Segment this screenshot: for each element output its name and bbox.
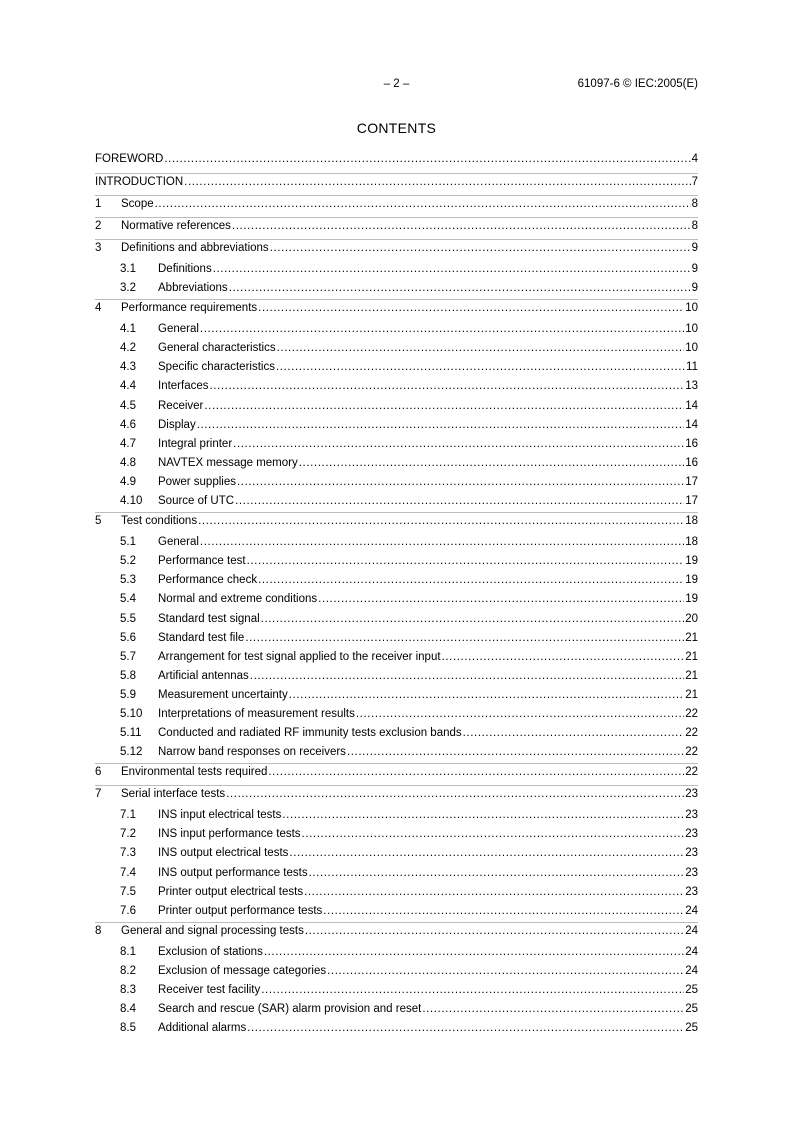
toc-entry-page: 25 xyxy=(685,984,698,996)
toc-entry-page: 9 xyxy=(691,242,698,254)
toc-dot-leader xyxy=(164,151,690,167)
toc-entry-page: 9 xyxy=(691,263,698,275)
toc-entry-title: INS input performance tests xyxy=(158,828,301,841)
toc-entry-page: 25 xyxy=(685,1003,698,1016)
page-header xyxy=(95,78,698,94)
contents-title: CONTENTS xyxy=(356,120,437,136)
toc-entry[interactable] xyxy=(95,865,698,884)
toc-entry[interactable] xyxy=(95,378,698,397)
toc-entry-title: Abbreviations xyxy=(158,282,228,295)
toc-entry-title: Test conditions xyxy=(121,515,198,528)
toc-entry-number: 5.11 xyxy=(120,727,142,740)
toc-dot-leader xyxy=(197,417,684,433)
toc-entry-number: 6 xyxy=(95,766,102,779)
toc-entry-page: 16 xyxy=(685,456,698,469)
toc-dot-leader xyxy=(268,764,684,780)
toc-entry-number: 5.8 xyxy=(120,669,136,682)
toc-entry[interactable] xyxy=(95,922,698,944)
toc-entry-page: 13 xyxy=(685,380,698,393)
toc-entry-number: 8.3 xyxy=(120,984,136,996)
toc-entry-title: Exclusion of stations xyxy=(158,945,263,958)
toc-entry-number: 7.5 xyxy=(120,885,136,898)
toc-dot-leader xyxy=(463,725,685,741)
toc-entry-page: 22 xyxy=(685,746,698,759)
toc-entry-title: Scope xyxy=(121,198,154,210)
toc-entry-page: 4 xyxy=(691,153,698,165)
toc-entry-number: 4.6 xyxy=(120,418,136,431)
toc-entry-page: 9 xyxy=(691,282,698,295)
toc-entry-number: 7.4 xyxy=(120,866,136,879)
toc-entry-title: Conducted and radiated RF immunity tests exclusion bands xyxy=(158,727,462,740)
toc-entry-page: 20 xyxy=(685,612,698,625)
toc-entry-page: 7 xyxy=(691,176,698,188)
toc-entry-page: 24 xyxy=(685,904,698,917)
toc-entry-page: 22 xyxy=(685,766,698,779)
toc-entry[interactable] xyxy=(95,572,698,591)
toc-entry[interactable] xyxy=(95,321,698,340)
toc-dot-leader xyxy=(304,884,684,900)
toc-entry-title: Source of UTC xyxy=(158,495,235,508)
toc-dot-leader xyxy=(289,845,684,861)
toc-dot-leader xyxy=(200,534,684,550)
toc-dot-leader xyxy=(204,398,684,414)
toc-entry-number: 8.5 xyxy=(120,1022,136,1035)
toc-entry[interactable] xyxy=(95,668,698,687)
toc-dot-leader xyxy=(210,378,685,394)
toc-dot-leader xyxy=(289,687,684,703)
toc-entry[interactable] xyxy=(95,398,698,417)
toc-entry[interactable] xyxy=(95,512,698,534)
toc-dot-leader xyxy=(232,218,691,234)
toc-entry-page: 24 xyxy=(685,924,698,937)
toc-entry[interactable] xyxy=(95,436,698,455)
toc-entry-number: 5.10 xyxy=(120,707,143,720)
toc-entry-number: 5.12 xyxy=(120,746,143,759)
toc-dot-leader xyxy=(233,436,684,452)
toc-entry-number: 4.1 xyxy=(120,323,136,336)
toc-entry[interactable] xyxy=(95,591,698,610)
toc-entry[interactable] xyxy=(95,261,698,280)
toc-entry-page: 14 xyxy=(685,418,698,431)
toc-entry-title: INS input electrical tests xyxy=(158,809,282,822)
toc-dot-leader xyxy=(270,240,691,256)
toc-entry-page: 23 xyxy=(685,828,698,841)
toc-entry[interactable] xyxy=(95,649,698,668)
toc-entry[interactable] xyxy=(95,807,698,826)
toc-entry[interactable] xyxy=(95,687,698,706)
toc-entry-number: 7 xyxy=(95,788,102,801)
toc-entry-title: Artificial antennas xyxy=(158,669,249,682)
toc-entry-page: 24 xyxy=(685,945,698,958)
toc-entry[interactable] xyxy=(95,299,698,321)
toc-dot-leader xyxy=(327,963,684,979)
toc-entry-title: Definitions xyxy=(158,263,212,275)
toc-entry[interactable] xyxy=(95,963,698,982)
toc-dot-leader xyxy=(200,321,684,337)
toc-entry-title: Printer output electrical tests xyxy=(158,885,304,898)
toc-entry[interactable] xyxy=(95,785,698,807)
toc-dot-leader xyxy=(155,196,691,212)
toc-entry[interactable] xyxy=(95,340,698,359)
toc-dot-leader xyxy=(318,591,684,607)
toc-entry-number: 5.1 xyxy=(120,536,136,549)
toc-entry-number: 4.3 xyxy=(120,361,136,374)
toc-entry-number: 5.5 xyxy=(120,612,136,625)
toc-dot-leader xyxy=(261,611,685,627)
toc-entry-number: 5.6 xyxy=(120,631,136,644)
toc-dot-leader xyxy=(258,300,684,316)
toc-entry-number: 7.2 xyxy=(120,828,136,841)
toc-entry-page: 19 xyxy=(685,574,698,587)
toc-entry-title: Exclusion of message categories xyxy=(158,964,327,977)
toc-entry-title: Performance test xyxy=(158,555,246,568)
toc-entry-title: Measurement uncertainty xyxy=(158,688,288,701)
toc-entry-page: 17 xyxy=(685,475,698,488)
toc-entry-title: Interpretations of measurement results xyxy=(158,707,355,720)
toc-entry-page: 19 xyxy=(685,593,698,606)
toc-entry-title: Normative references xyxy=(121,220,231,232)
toc-entry[interactable] xyxy=(95,706,698,725)
toc-entry-title: Serial interface tests xyxy=(121,788,226,801)
toc-dot-leader xyxy=(261,982,684,998)
toc-entry-number: 4.10 xyxy=(120,495,143,508)
toc-dot-leader xyxy=(276,359,685,375)
document-reference: 61097-6 © IEC:2005(E) xyxy=(577,78,698,90)
toc-entry-number: 8.1 xyxy=(120,945,136,958)
toc-entry[interactable] xyxy=(95,982,698,1001)
toc-dot-leader xyxy=(198,513,684,529)
toc-entry-number: 4.8 xyxy=(120,456,136,469)
toc-entry-title: General xyxy=(158,323,199,336)
toc-entry[interactable] xyxy=(95,417,698,436)
toc-entry-page: 18 xyxy=(685,536,698,549)
toc-entry[interactable] xyxy=(95,611,698,630)
toc-entry[interactable] xyxy=(95,725,698,744)
toc-entry-page: 19 xyxy=(685,555,698,568)
toc-entry-page: 21 xyxy=(685,631,698,644)
toc-entry-number: 4.9 xyxy=(120,475,136,488)
toc-dot-leader xyxy=(229,280,691,296)
toc-entry-page: 21 xyxy=(685,669,698,682)
toc-entry-number: 5 xyxy=(95,515,102,528)
toc-entry-page: 10 xyxy=(685,342,698,355)
toc-entry-page: 16 xyxy=(685,437,698,450)
toc-entry-title: Receiver xyxy=(158,399,204,412)
toc-dot-leader xyxy=(302,826,685,842)
toc-dot-leader xyxy=(237,474,684,490)
toc-entry-number: 1 xyxy=(95,198,102,210)
toc-dot-leader xyxy=(247,1020,684,1036)
toc-dot-leader xyxy=(247,553,685,569)
toc-entry-number: 3.2 xyxy=(120,282,136,295)
toc-dot-leader xyxy=(264,944,684,960)
toc-entry-page: 22 xyxy=(685,707,698,720)
toc-entry-title: Standard test signal xyxy=(158,612,260,625)
toc-entry-number: 5.9 xyxy=(120,688,136,701)
toc-dot-leader xyxy=(282,807,684,823)
toc-entry-title: Normal and extreme conditions xyxy=(158,593,318,606)
toc-entry[interactable] xyxy=(95,195,698,217)
toc-entry-page: 21 xyxy=(685,650,698,663)
toc-entry-title: Performance requirements xyxy=(121,302,258,315)
toc-entry-page: 23 xyxy=(685,809,698,822)
toc-entry-number: 8 xyxy=(95,924,102,937)
toc-entry-title: Receiver test facility xyxy=(158,984,261,996)
toc-entry-title: Display xyxy=(158,418,196,431)
toc-entry-title: Printer output performance tests xyxy=(158,904,323,917)
toc-dot-leader xyxy=(235,493,684,509)
toc-dot-leader xyxy=(305,923,684,939)
toc-entry-number: 4.5 xyxy=(120,399,136,412)
toc-entry[interactable] xyxy=(95,884,698,903)
toc-entry-number: 5.2 xyxy=(120,555,136,568)
toc-dot-leader xyxy=(356,706,684,722)
toc-dot-leader xyxy=(258,572,684,588)
toc-dot-leader xyxy=(277,340,685,356)
page-number: – 2 – xyxy=(383,78,410,90)
toc-dot-leader xyxy=(309,865,685,881)
toc-entry[interactable] xyxy=(95,553,698,572)
toc-entry-title: Definitions and abbreviations xyxy=(121,242,269,254)
toc-entry[interactable] xyxy=(95,239,698,261)
toc-entry[interactable] xyxy=(95,630,698,649)
toc-dot-leader xyxy=(299,455,684,471)
toc-entry-page: 17 xyxy=(685,495,698,508)
toc-dot-leader xyxy=(347,744,684,760)
toc-entry[interactable] xyxy=(95,826,698,845)
toc-entry-title: Search and rescue (SAR) alarm provision and reset xyxy=(158,1003,422,1016)
toc-entry-number: 8.4 xyxy=(120,1003,136,1016)
toc-entry-page: 21 xyxy=(685,688,698,701)
toc-dot-leader xyxy=(226,786,684,802)
toc-entry-title: Arrangement for test signal applied to the receiver input xyxy=(158,650,441,663)
toc-entry[interactable] xyxy=(95,455,698,474)
toc-entry-page: 23 xyxy=(685,788,698,801)
toc-entry[interactable] xyxy=(95,1020,698,1039)
toc-entry[interactable] xyxy=(95,744,698,763)
toc-entry-number: 4 xyxy=(95,302,102,315)
toc-dot-leader xyxy=(213,261,691,277)
toc-entry[interactable] xyxy=(95,173,698,195)
toc-entry-page: 22 xyxy=(685,727,698,740)
toc-entry-title: NAVTEX message memory xyxy=(158,456,298,469)
toc-dot-leader xyxy=(442,649,685,665)
toc-entry[interactable] xyxy=(95,534,698,553)
toc-entry-number: 5.7 xyxy=(120,650,136,663)
toc-entry-title: General xyxy=(158,536,199,549)
toc-entry-number: 3.1 xyxy=(120,263,136,275)
toc-entry[interactable] xyxy=(95,217,698,239)
toc-entry-title: FOREWORD xyxy=(95,153,164,165)
toc-entry[interactable] xyxy=(95,763,698,785)
toc-entry-title: Standard test file xyxy=(158,631,245,644)
toc-entry-page: 11 xyxy=(686,361,698,374)
toc-entry-title: Specific characteristics xyxy=(158,361,275,374)
toc-entry[interactable] xyxy=(95,845,698,864)
toc-entry-page: 23 xyxy=(685,866,698,879)
toc-entry[interactable] xyxy=(95,359,698,378)
toc-entry-number: 5.4 xyxy=(120,593,136,606)
toc-entry[interactable] xyxy=(95,493,698,512)
toc-entry-number: 7.1 xyxy=(120,809,136,822)
toc-entry[interactable] xyxy=(95,1001,698,1020)
toc-entry-title: INS output performance tests xyxy=(158,866,308,879)
toc-entry-page: 10 xyxy=(685,323,698,336)
toc-entry-page: 8 xyxy=(691,220,698,232)
toc-entry-number: 3 xyxy=(95,242,102,254)
toc-entry-title: Power supplies xyxy=(158,475,236,488)
table-of-contents xyxy=(95,151,698,1039)
toc-entry-page: 8 xyxy=(691,198,698,210)
toc-entry-page: 10 xyxy=(685,302,698,315)
toc-entry-number: 7.3 xyxy=(120,847,136,860)
toc-entry-title: Integral printer xyxy=(158,437,233,450)
toc-dot-leader xyxy=(245,630,684,646)
toc-entry-title: Additional alarms xyxy=(158,1022,247,1035)
toc-dot-leader xyxy=(184,174,690,190)
toc-entry-number: 2 xyxy=(95,220,102,232)
toc-dot-leader xyxy=(323,903,684,919)
toc-entry-title: INS output electrical tests xyxy=(158,847,289,860)
toc-entry-page: 23 xyxy=(685,847,698,860)
toc-entry-number: 8.2 xyxy=(120,964,136,977)
toc-entry-page: 18 xyxy=(685,515,698,528)
toc-entry-page: 23 xyxy=(685,885,698,898)
toc-entry[interactable] xyxy=(95,903,698,922)
toc-entry-page: 14 xyxy=(685,399,698,412)
toc-entry-number: 4.4 xyxy=(120,380,136,393)
toc-dot-leader xyxy=(422,1001,684,1017)
toc-entry-page: 24 xyxy=(685,964,698,977)
toc-entry-number: 7.6 xyxy=(120,904,136,917)
toc-entry-title: Narrow band responses on receivers xyxy=(158,746,346,759)
toc-entry-title: Interfaces xyxy=(158,380,209,393)
toc-entry-title: General characteristics xyxy=(158,342,276,355)
toc-entry[interactable] xyxy=(95,944,698,963)
toc-entry-page: 25 xyxy=(685,1022,698,1035)
toc-entry[interactable] xyxy=(95,474,698,493)
toc-entry-title: General and signal processing tests xyxy=(121,924,304,937)
toc-entry-title: INTRODUCTION xyxy=(95,176,184,188)
toc-entry[interactable] xyxy=(95,280,698,299)
toc-dot-leader xyxy=(250,668,684,684)
toc-entry-number: 4.2 xyxy=(120,342,136,355)
toc-entry-title: Performance check xyxy=(158,574,258,587)
toc-entry-number: 5.3 xyxy=(120,574,136,587)
toc-entry[interactable] xyxy=(95,151,698,173)
toc-entry-title: Environmental tests required xyxy=(121,766,268,779)
toc-entry-number: 4.7 xyxy=(120,437,136,450)
